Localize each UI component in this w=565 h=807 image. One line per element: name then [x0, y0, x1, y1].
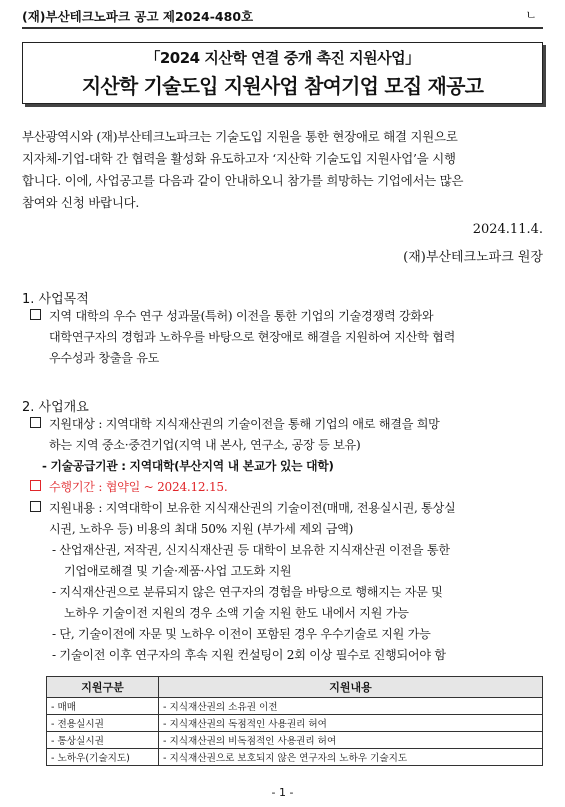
bullet-item: - 산업재산권, 저작권, 신지식재산권 등 대학이 보유한 지식재산권 이전을 통한	[52, 543, 450, 557]
intro-line: 참여와 신청 바랍니다.	[22, 195, 140, 210]
document-header	[22, 6, 543, 28]
checkbox-icon	[30, 480, 41, 491]
table-header: 지원구분	[47, 677, 159, 698]
table-cell: - 전용실시권	[47, 715, 159, 732]
bullet-item: - 지식재산권으로 분류되지 않은 연구자의 경험을 바탕으로 행해지는 자문 및	[52, 585, 443, 599]
target-line: 지원대상 : 지역대학 지식재산권의 기술이전을 통해 기업의 애로 해결을 희망	[30, 414, 543, 435]
intro-line: 합니다. 이에, 사업공고를 다음과 같이 안내하오니 참가를 희망하는 기업에서는 많은	[22, 173, 464, 188]
section2-body	[30, 414, 543, 666]
bullet-item-cont: 기업애로해결 및 기술·제품·사업 고도화 지원	[64, 564, 292, 578]
bullet-item: - 기술이전 이후 연구자의 후속 지원 컨설팅이 2회 이상 필수로 진행되어야 함	[52, 648, 446, 662]
table-row	[47, 749, 543, 766]
bullet-item-cont: 노하우 기술이전 지원의 경우 소액 기술 지원 한도 내에서 지원 가능	[64, 606, 409, 620]
section1-heading: 1. 사업목적	[22, 292, 89, 307]
header-rule	[22, 27, 543, 29]
checkbox-icon	[30, 417, 41, 428]
table-cell: - 지식재산권의 소유권 이전	[159, 698, 543, 715]
section2-heading: 2. 사업개요	[22, 400, 89, 415]
supplier-line: - 기술공급기관 : 지역대학(부산지역 내 본교가 있는 대학)	[42, 459, 334, 473]
title-subtitle: 「2024 지산학 연결 중개 촉진 지원사업」	[145, 49, 420, 67]
page-number: - 1 -	[271, 786, 294, 799]
table-cell: - 지식재산권의 독점적인 사용권리 허여	[159, 715, 543, 732]
purpose-line: 우수성과 창출을 유도	[49, 351, 160, 365]
support-table	[46, 676, 543, 766]
signature: (재)부산테크노파크 원장	[403, 250, 543, 265]
intro-paragraph	[22, 126, 543, 214]
intro-line: 지자체-기업-대학 간 협력을 활성화 유도하고자 ‘지산학 기술도입 지원사업’을 시행	[22, 151, 456, 166]
table-row	[47, 732, 543, 749]
checkbox-icon	[30, 309, 41, 320]
table-header: 지원내용	[159, 677, 543, 698]
table-cell: - 노하우(기술지도)	[47, 749, 159, 766]
bullet-item: - 단, 기술이전에 자문 및 노하우 이전이 포함된 경우 우수기술로 지원 가능	[52, 627, 431, 641]
notice-number: (재)부산테크노파크 공고 제2024-480호	[22, 9, 254, 24]
table-cell: - 지식재산권으로 보호되지 않은 연구자의 노하우 기술지도	[159, 749, 543, 766]
title-box	[22, 42, 543, 104]
content-line: 시권, 노하우 등) 비용의 최대 50% 지원 (부가세 제외 금액)	[49, 522, 354, 536]
title-main: 지산학 기술도입 지원사업 참여기업 모집 재공고	[81, 74, 484, 98]
purpose-line: 지역 대학의 우수 연구 성과물(특허) 이전을 통한 기업의 기술경쟁력 강화와	[30, 306, 543, 327]
section1-body	[30, 306, 543, 369]
checkbox-icon	[30, 501, 41, 512]
corner-mark: ㄴ	[525, 8, 537, 22]
notice-date: 2024.11.4.	[472, 222, 543, 237]
table-cell: - 지식재산권의 비독점적인 사용권리 허여	[159, 732, 543, 749]
period-line: 수행기간 : 협약일 ~ 2024.12.15.	[30, 477, 543, 498]
content-line: 지원내용 : 지역대학이 보유한 지식재산권의 기술이전(매매, 전용실시권, 통상실	[30, 498, 543, 519]
table-header-row	[47, 677, 543, 698]
table-cell: - 통상실시권	[47, 732, 159, 749]
table-cell: - 매매	[47, 698, 159, 715]
intro-line: 부산광역시와 (재)부산테크노파크는 기술도입 지원을 통한 현장애로 해결 지원으로	[22, 129, 458, 144]
target-line: 하는 지역 중소·중견기업(지역 내 본사, 연구소, 공장 등 보유)	[49, 438, 361, 452]
table-row	[47, 698, 543, 715]
table-row	[47, 715, 543, 732]
purpose-line: 대학연구자의 경험과 노하우를 바탕으로 현장애로 해결을 지원하여 지산학 협력	[49, 330, 456, 344]
